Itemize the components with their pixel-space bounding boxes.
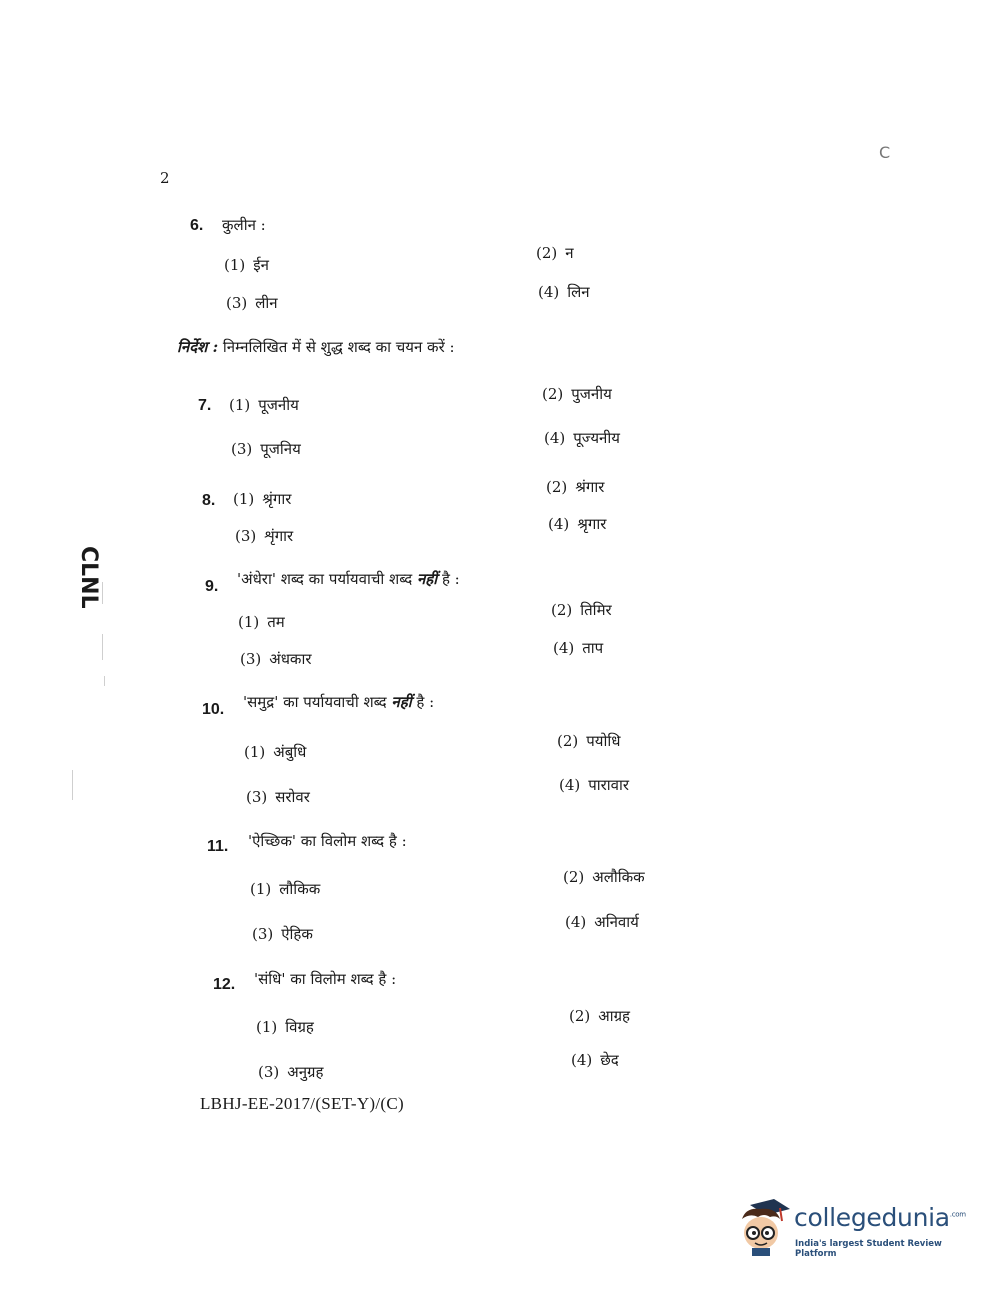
- option: (4) छेद: [571, 1051, 619, 1069]
- question-number: 10.: [202, 701, 225, 718]
- question-text: 'अंधेरा' शब्द का पर्यायवाची शब्द नहीं है :: [237, 570, 460, 588]
- option: (3) ऐहिक: [252, 925, 313, 943]
- option: (4) पारावार: [559, 776, 630, 794]
- option: (3) सरोवर: [246, 788, 310, 806]
- margin-mark: CLNL: [76, 546, 101, 609]
- option: (2) तिमिर: [551, 601, 612, 619]
- negation-word: नहीं: [416, 570, 438, 588]
- option: (4) ताप: [553, 639, 604, 657]
- instruction: [177, 337, 455, 357]
- question-number: 7.: [198, 397, 212, 414]
- mascot-icon: [736, 1195, 792, 1257]
- option: (1) ईन: [224, 256, 269, 274]
- option: (1) विग्रह: [256, 1018, 314, 1036]
- option: (2) पयोधि: [557, 732, 621, 750]
- option: (4) पूज्यनीय: [544, 429, 620, 447]
- option: (3) अनुग्रह: [258, 1063, 324, 1081]
- collegedunia-logo[interactable]: [736, 1195, 966, 1260]
- option: (3) अंधकार: [240, 650, 312, 668]
- question-text: 'संधि' का विलोम शब्द है :: [254, 970, 397, 988]
- margin-tick: [72, 770, 73, 800]
- option: (3) पूजनिय: [231, 440, 301, 458]
- paper-code: LBHJ-EE-2017/(SET-Y)/(C): [200, 1094, 404, 1113]
- option: (1) लौकिक: [250, 880, 321, 898]
- negation-word: नहीं: [391, 693, 412, 711]
- option: (4) अनिवार्य: [565, 913, 639, 931]
- question-number: 11.: [207, 838, 229, 855]
- option: (2) आग्रह: [569, 1007, 631, 1025]
- option: (2) अलौकिक: [563, 868, 645, 886]
- question-number: 6.: [190, 217, 204, 234]
- option: (1) अंबुधि: [244, 743, 307, 761]
- option: (2) न: [536, 244, 574, 262]
- option: (1) श्रृंगार: [233, 490, 292, 508]
- option: (4) श्रृगार: [548, 515, 607, 533]
- question-number: 9.: [205, 578, 219, 595]
- set-code: C: [879, 143, 891, 162]
- question-number: 8.: [202, 492, 216, 509]
- question-number: 12.: [213, 976, 236, 993]
- option: (1) तम: [238, 613, 285, 631]
- instruction-label: निर्देश :: [177, 338, 219, 356]
- logo-tagline: India's largest Student Review Platform: [795, 1239, 942, 1259]
- question-text: 'समुद्र' का पर्यायवाची शब्द नहीं है :: [243, 693, 435, 711]
- instruction-text: निम्नलिखित में से शुद्ध शब्द का चयन करें :: [222, 338, 455, 356]
- question-text: 'ऐच्छिक' का विलोम शब्द है :: [248, 832, 407, 850]
- option: (1) पूजनीय: [229, 396, 299, 414]
- page-number: 2: [160, 169, 170, 187]
- question-text: कुलीन :: [222, 216, 266, 234]
- margin-tick: [104, 676, 105, 686]
- option: (2) श्रंगार: [546, 478, 605, 496]
- margin-tick: [102, 582, 103, 604]
- option: (2) पुजनीय: [542, 385, 612, 403]
- option: (4) लिन: [538, 283, 590, 301]
- option: (3) लीन: [226, 294, 278, 312]
- logo-name: collegedunia$^{.com}$: [794, 1203, 966, 1232]
- margin-tick: [102, 634, 103, 660]
- option: (3) शृंगार: [235, 527, 294, 545]
